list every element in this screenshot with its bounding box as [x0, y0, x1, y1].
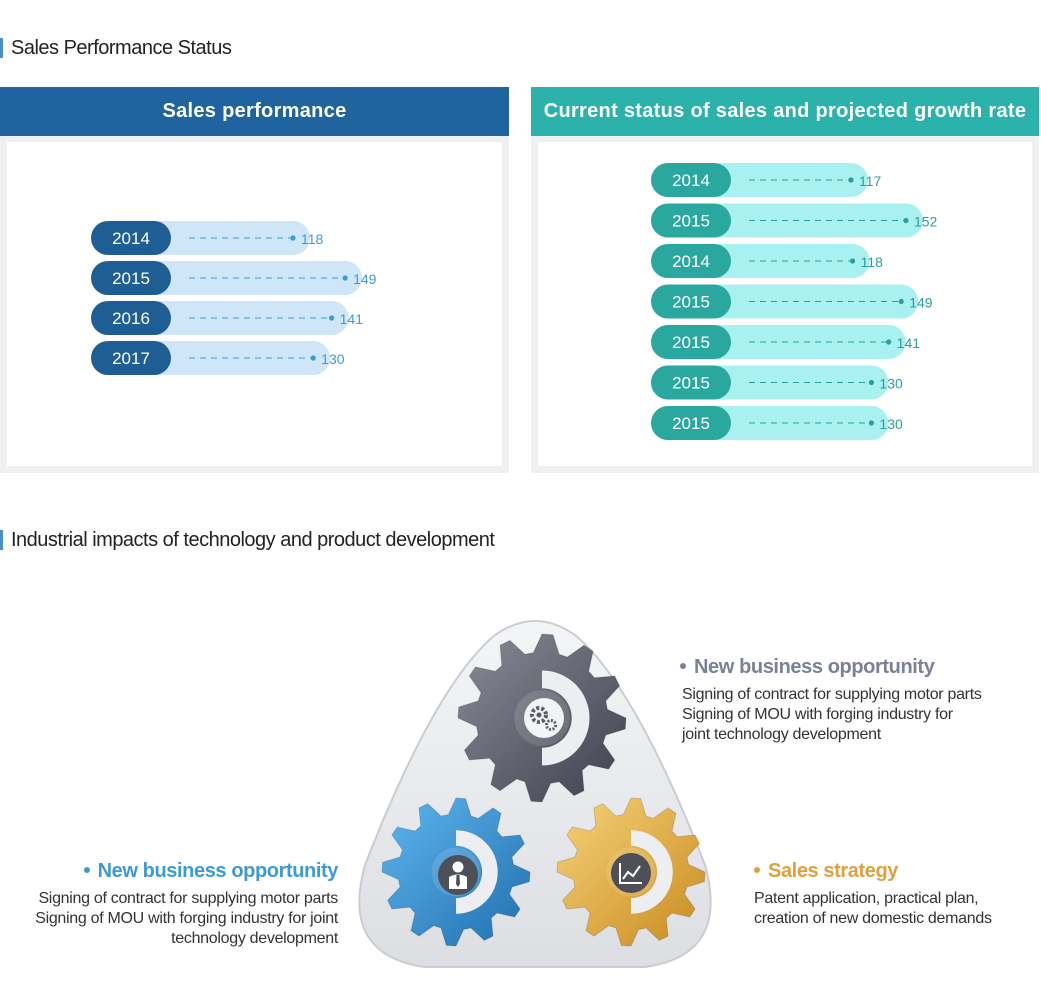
year-label: 2015 — [672, 211, 710, 231]
gears-diagram — [345, 615, 725, 975]
callout-left — [6, 860, 338, 949]
value-dot — [869, 380, 874, 385]
value-label: 141 — [339, 311, 363, 327]
year-label: 2016 — [112, 309, 150, 328]
value-dot — [850, 258, 855, 263]
value-label: 149 — [353, 271, 377, 287]
bar-row — [91, 341, 345, 375]
bullet-dot — [680, 663, 686, 669]
year-label: 2015 — [672, 373, 710, 393]
value-label: 118 — [301, 231, 324, 247]
bar-row — [651, 285, 933, 319]
businessman-icon — [438, 855, 478, 895]
sales-growth-chart-area — [538, 142, 1032, 466]
panel-title-sales-performance: Sales performance — [0, 87, 509, 136]
gears-icon — [524, 698, 564, 738]
bar-row — [651, 244, 883, 278]
sales-growth-chart — [538, 142, 1032, 466]
callout-right-heading: Sales strategy — [754, 860, 992, 883]
value-label: 130 — [321, 351, 345, 367]
value-label: 130 — [879, 416, 903, 432]
growth-chart-icon — [611, 853, 651, 893]
bullet-dot — [84, 867, 90, 873]
section-title-industrial-impacts: Industrial impacts of technology and product development — [0, 530, 494, 550]
bar-row — [91, 301, 363, 335]
sales-growth-panel — [531, 87, 1039, 473]
section-title-sales-status: Sales Performance Status — [0, 38, 231, 58]
year-label: 2015 — [112, 269, 150, 288]
year-label: 2014 — [672, 171, 710, 190]
callout-left-text: Signing of contract for supplying motor parts Signing of MOU with forging industry for joint technology development — [35, 890, 338, 947]
callout-top — [680, 656, 982, 745]
bar-row — [651, 163, 882, 197]
bar-row — [651, 204, 938, 238]
value-label: 117 — [859, 173, 882, 189]
bar-row — [651, 366, 903, 400]
year-label: 2015 — [672, 333, 710, 352]
bar-row — [91, 221, 324, 255]
value-dot — [848, 177, 853, 182]
bullet-dot — [754, 867, 760, 873]
year-label: 2015 — [672, 292, 710, 312]
year-label: 2015 — [672, 414, 710, 433]
value-label: 152 — [913, 213, 938, 230]
year-label: 2014 — [672, 252, 710, 271]
sales-performance-panel — [0, 87, 509, 473]
value-dot — [342, 275, 347, 280]
year-label: 2014 — [112, 229, 150, 248]
callout-top-text: Signing of contract for supplying motor parts Signing of MOU with forging industry for joint technology development — [682, 686, 982, 743]
value-dot — [311, 355, 316, 360]
sales-performance-chart-area — [7, 142, 502, 466]
value-label: 118 — [860, 254, 883, 270]
value-dot — [290, 235, 295, 240]
value-dot — [899, 299, 904, 304]
value-dot — [869, 420, 874, 425]
panel-title-sales-growth: Current status of sales and projected growth rate — [531, 87, 1039, 136]
value-label: 149 — [909, 294, 933, 311]
value-dot — [886, 339, 891, 344]
value-label: 141 — [896, 335, 921, 351]
value-label: 130 — [879, 375, 903, 392]
value-dot — [329, 315, 334, 320]
year-label: 2017 — [112, 349, 150, 368]
bar-row — [651, 406, 903, 440]
callout-top-heading: New business opportunity — [680, 656, 982, 679]
bar-row — [91, 261, 377, 295]
callout-right — [754, 860, 992, 929]
sales-performance-chart — [7, 142, 502, 466]
bar-row — [651, 325, 920, 359]
value-dot — [903, 218, 908, 223]
callout-right-text: Patent application, practical plan, creation of new domestic demands — [754, 890, 992, 927]
callout-left-heading: New business opportunity — [6, 860, 338, 883]
